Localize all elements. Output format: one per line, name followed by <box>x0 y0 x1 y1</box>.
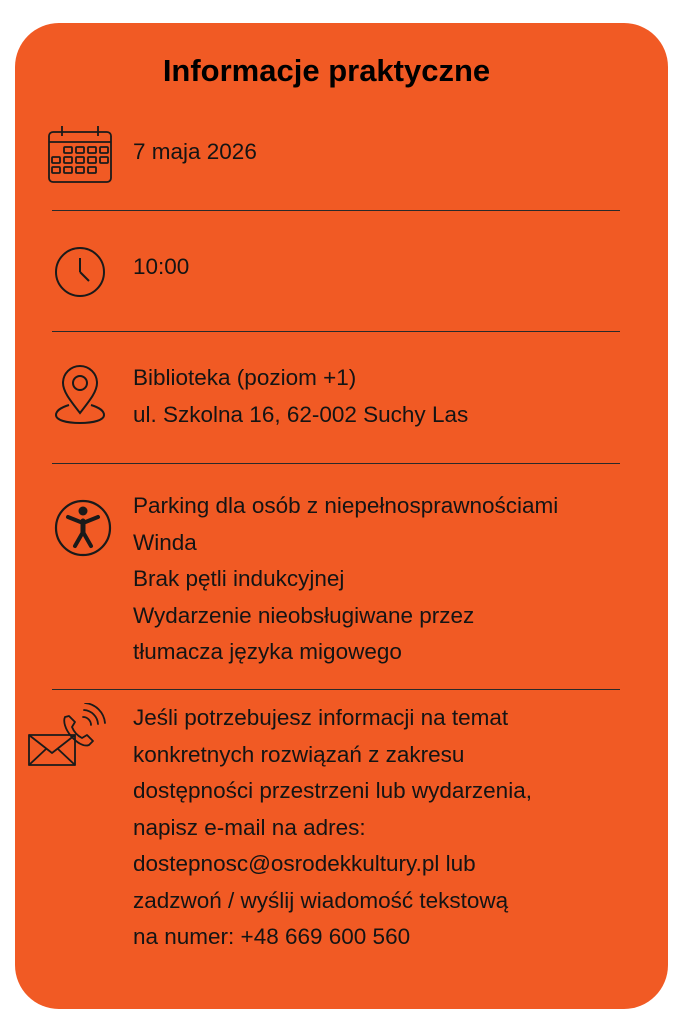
divider <box>52 463 620 464</box>
clock-icon <box>53 245 107 299</box>
location-line: ul. Szkolna 16, 62-002 Suchy Las <box>133 401 469 427</box>
event-time <box>133 249 189 286</box>
contact-email-line: dostepnosc@osrodekkultury.pl lub <box>133 851 476 876</box>
contact-phone-line: na numer: +48 669 600 560 <box>133 924 411 949</box>
info-card <box>15 23 668 1009</box>
divider <box>52 331 620 332</box>
event-date <box>133 134 257 171</box>
accessibility-line: tłumacza języka migowego <box>133 639 402 664</box>
contact-line: Jeśli potrzebujesz informacji na temat <box>133 705 509 730</box>
page-title: Informacje praktyczne <box>162 53 491 88</box>
contact-info <box>133 700 532 956</box>
accessibility-line: Winda <box>133 529 197 555</box>
contact-line: napisz e-mail na adres: <box>133 814 366 840</box>
accessibility-icon <box>53 498 113 558</box>
divider <box>52 210 620 211</box>
event-date-text: 7 maja 2026 <box>133 139 257 164</box>
contact-line: dostępności przestrzeni lub wydarzenia, <box>133 778 532 803</box>
contact-line: konkretnych rozwiązań z zakresu <box>133 741 465 767</box>
location-pin-icon <box>53 363 107 427</box>
location-line: Biblioteka (poziom +1) <box>133 365 357 390</box>
mail-phone-icon <box>27 703 109 769</box>
accessibility-info <box>133 488 558 671</box>
accessibility-line: Wydarzenie nieobsługiwane przez <box>133 602 475 628</box>
contact-line: zadzwoń / wyślij wiadomość tekstową <box>133 887 509 913</box>
accessibility-line: Brak pętli indukcyjnej <box>133 566 345 591</box>
calendar-icon <box>47 124 113 184</box>
event-time-text: 10:00 <box>133 254 190 279</box>
divider <box>52 689 620 690</box>
event-location <box>133 360 468 433</box>
accessibility-line: Parking dla osób z niepełnosprawnościami <box>133 493 559 518</box>
